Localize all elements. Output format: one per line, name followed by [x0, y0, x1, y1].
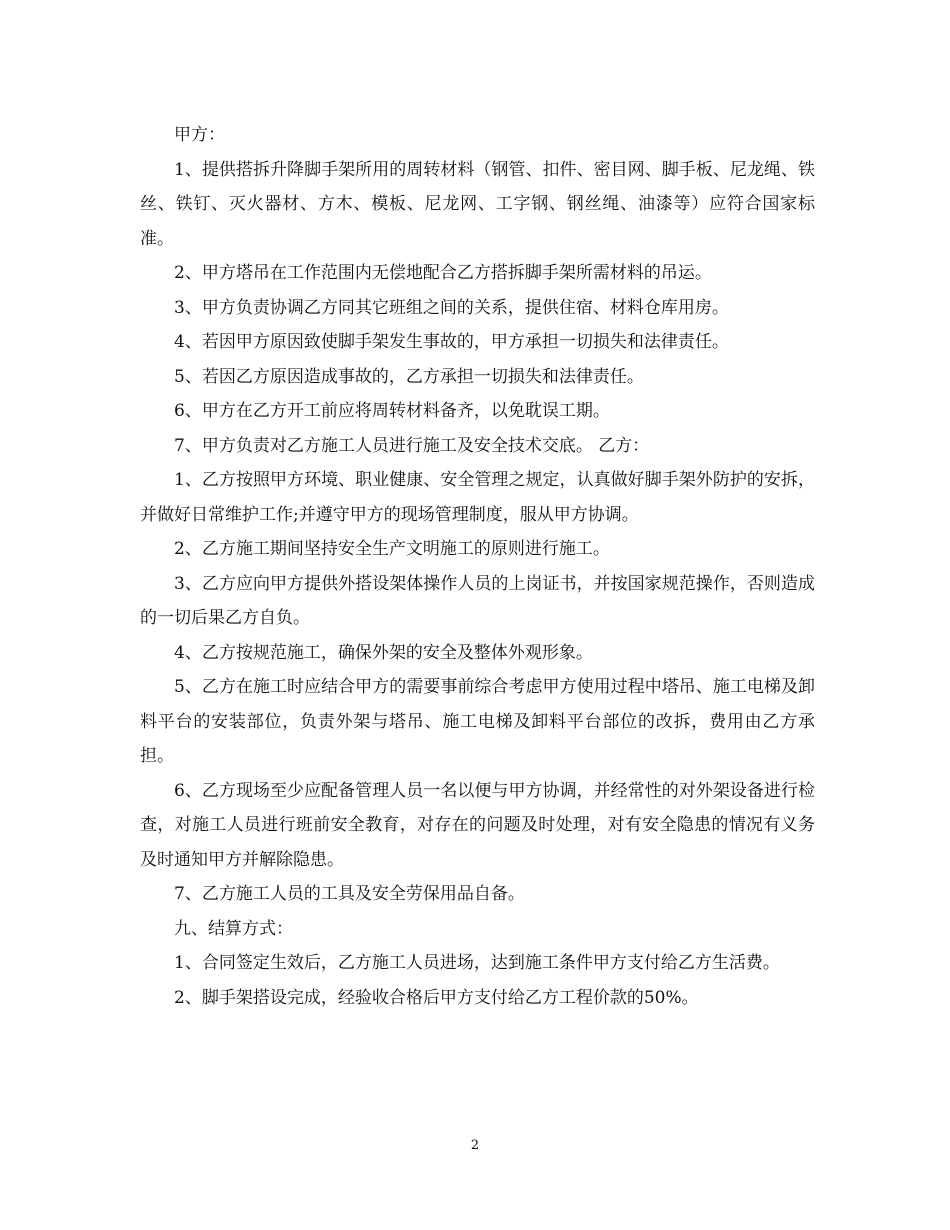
paragraph-party-b-item-3: 3、乙方应向甲方提供外搭设架体操作人员的上岗证书，并按国家规范操作，否则造成的一切后果乙方自负。 — [140, 573, 815, 628]
paragraph-settlement-item-2: 2、脚手架搭设完成，经验收合格后甲方支付给乙方工程价款的50%。 — [174, 987, 699, 1008]
paragraph-party-b-item-5: 5、乙方在施工时应结合甲方的需要事前综合考虑甲方使用过程中塔吊、施工电梯及卸料平台的安装部位，负责外架与塔吊、施工电梯及卸料平台部位的改拆，费用由乙方承担。 — [140, 677, 815, 766]
paragraph-party-b-item-6: 6、乙方现场至少应配备管理人员一名以便与甲方协调，并经常性的对外架设备进行检查，对施工人员进行班前安全教育，对存在的问题及时处理，对有安全隐患的情况有义务及时通知甲方并解除隐患。 — [140, 780, 815, 870]
paragraph-party-a-item-3: 3、甲方负责协调乙方同其它班组之间的关系，提供住宿、材料仓库用房。 — [174, 297, 729, 318]
paragraph-settlement-item-1: 1、合同签定生效后，乙方施工人员进场，达到施工条件甲方支付给乙方生活费。 — [174, 953, 780, 973]
page-number: 2 — [470, 1138, 480, 1153]
paragraph-party-a-item-1: 1、提供搭拆升降脚手架所用的周转材料（钢管、扣件、密目网、脚手板、尼龙绳、铁丝、铁钉、灭火器材、方木、模板、尼龙网、工字钢、钢丝绳、油漆等）应符合国家标准。 — [140, 159, 815, 249]
paragraph-party-b-item-1: 1、乙方按照甲方环境、职业健康、安全管理之规定，认真做好脚手架外防护的安拆，并做好日常维护工作;并遵守甲方的现场管理制度，服从甲方协调。 — [140, 470, 815, 525]
paragraph-party-a-heading: 甲方： — [174, 125, 225, 145]
paragraph-party-a-item-2: 2、甲方塔吊在工作范围内无偿地配合乙方搭拆脚手架所需材料的吊运。 — [174, 263, 712, 283]
paragraph-party-b-item-2: 2、乙方施工期间坚持安全生产文明施工的原则进行施工。 — [174, 539, 610, 559]
paragraph-settlement-heading: 九、结算方式： — [174, 918, 293, 939]
document-body — [140, 118, 815, 1015]
paragraph-party-a-item-7: 7、甲方负责对乙方施工人员进行施工及安全技术交底。 乙方： — [174, 435, 650, 456]
paragraph-party-a-item-4: 4、若因甲方原因致使脚手架发生事故的，甲方承担一切损失和法律责任。 — [174, 332, 729, 352]
paragraph-party-a-item-5: 5、若因乙方原因造成事故的，乙方承担一切损失和法律责任。 — [174, 366, 644, 387]
paragraph-party-b-item-4: 4、乙方按规范施工，确保外架的安全及整体外观形象。 — [174, 642, 593, 663]
paragraph-party-a-item-6: 6、甲方在乙方开工前应将周转材料备齐，以免耽误工期。 — [174, 401, 610, 421]
paragraph-party-b-item-7: 7、乙方施工人员的工具及安全劳保用品自备。 — [174, 884, 525, 904]
